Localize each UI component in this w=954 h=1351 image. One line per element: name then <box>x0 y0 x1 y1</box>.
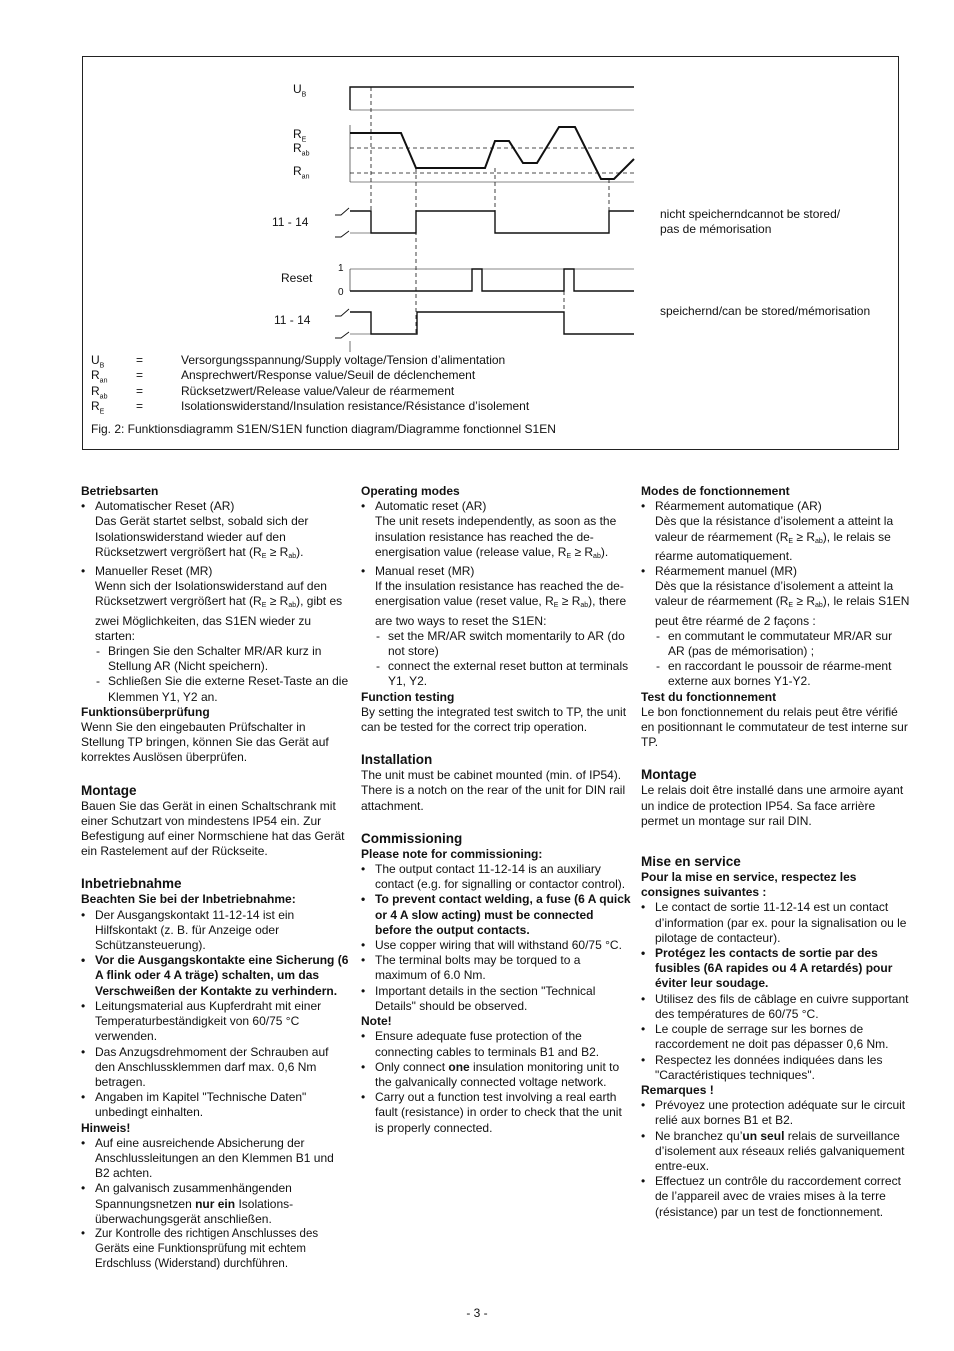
section-heading: Inbetriebnahme <box>81 876 182 892</box>
paragraph: Wenn Sie den eingebauten Prüfschalter in Stellung TP bringen, können Sie das Gerät auf korrektes Auslösen überprüfen. <box>81 720 329 765</box>
contact2-symbol-closed <box>335 332 349 338</box>
page-number: - 3 - <box>466 1306 488 1320</box>
list-item: • The terminal bolts may be torqued to a maximum of 6.0 Nm. <box>361 953 631 983</box>
list-item: • Carry out a function test involving a real earth fault (resistance) in order to check that the unit is properly connected. <box>361 1090 631 1136</box>
list-item: • Automatic reset (AR) The unit resets independently, as soon as the insulation resistance has reached the de-energisation value (release value, $R_E \ge R_{ab}$). <box>361 499 631 564</box>
paragraph: Please note for commissioning: <box>361 846 543 861</box>
section-heading: Montage <box>81 782 137 798</box>
ub-waveform <box>350 87 634 110</box>
list-item: • Manual reset (MR) If the insulation resistance has reached the de-energisation value (reset value, $R_E \ge R_{ab}$), there are two ways to reset the S1EN: <box>361 564 631 629</box>
reset-label: Reset <box>281 271 313 285</box>
list-item: • Vor die Ausgangskontakte eine Sicherung (6 A flink oder 4 A träge) schalten, um das Verschweißen der Kontakte zu verhindern. <box>81 953 351 999</box>
contact2-waveform <box>350 312 634 334</box>
section-heading: Mise en service <box>641 854 741 870</box>
function-test-heading: Function testing <box>361 689 455 704</box>
paragraph: Pour la mise en service, respectez les consignes suivantes : <box>641 870 857 900</box>
list-item: • Leitungsmaterial aus Kupferdraht mit einer Temperaturbeständigkeit von 60/75 °C verwenden. <box>81 999 351 1045</box>
list-item: • Manueller Reset (MR) Wenn sich der Isolationswiderstand auf den Rücksetzwert vergrößert hat $(R_E \ge R_{ab})$, gibt es zwei Möglichkeiten, das S1EN wieder zu starten: <box>81 564 351 644</box>
list-item: • Réarmement automatique (AR) Dès que la résistance d’isolement a atteint la valeur de réarmement $(R_E \ge R_{ab})$, le relais se réarme automatiquement. <box>641 499 911 564</box>
operating-modes-heading: Operating modes <box>361 484 460 498</box>
list-item: • Utilisez des fils de câblage en cuivre supportant des températures de 60/75 °C. <box>641 992 911 1022</box>
section-heading: Montage <box>641 767 697 783</box>
re-waveform <box>350 127 634 179</box>
list-item: • To prevent contact welding, a fuse (6 A quick or 4 A slow acting) must be connected before the output contacts. <box>361 892 631 938</box>
paragraph: Le relais doit être installé dans une armoire ayant un indice de protection IP54. Sa face arrière permet un montage sur rail DIN. <box>641 783 904 828</box>
reset-high-label: 1 <box>338 263 344 274</box>
english-column <box>361 484 631 1136</box>
paragraph: By setting the integrated test switch to TP, the unit can be tested for the correct trip operation. <box>361 704 627 735</box>
ub-label: $U_B$ <box>293 82 307 99</box>
list-item: - en commutant le commutateur MR/AR sur AR (pas de mémorisation) ; <box>655 629 911 659</box>
function-test-heading: Funktionsüberprüfung <box>81 704 210 719</box>
list-item: • Réarmement manuel (MR) Dès que la résistance d’isolement a atteint la valeur de réarmement $(R_E \ge R_{ab})$, le relais S1EN peut être réarmé de 2 façons : <box>641 564 911 629</box>
contact1-symbol-closed <box>335 231 349 237</box>
list-item: • The output contact 11-12-14 is an auxiliary contact (e.g. for signalling or contactor control). <box>361 862 631 892</box>
list-item: - en raccordant le poussoir de réarme-ment externe aux bornes Y1-Y2. <box>655 659 911 689</box>
note-heading: Note! <box>361 1014 392 1029</box>
german-column <box>81 484 351 1273</box>
list-item: • Angaben im Kapitel "Technische Daten" unbedingt einhalten. <box>81 1090 351 1120</box>
list-item: • Effectuez un contrôle du raccordement correct de l’appareil avec de vraies mises à la terre (résistance) par un test de fonctionnement. <box>641 1174 911 1220</box>
paragraph: Le bon fonctionnement du relais peut être vérifié en positionnant le commutateur de test interne sur TP. <box>641 704 908 750</box>
list-item: • Le contact de sortie 11-12-14 est un contact d’information (par ex. pour la signalisation ou le pilotage de contacteur). <box>641 900 911 946</box>
reset-low-label: 0 <box>338 287 344 298</box>
ran-label: $R_{an}$ <box>293 164 310 181</box>
list-item: • Respectez les données indiquées dans les "Caractéristiques techniques". <box>641 1053 911 1083</box>
reset-axis <box>350 269 634 291</box>
contact1-label: 11 - 14 <box>272 215 309 229</box>
list-item: • Ne branchez qu’un seul relais de surveillance d’isolement aux réseaux reliés galvaniquement entre-eux. <box>641 1129 911 1175</box>
list-item: - set the MR/AR switch momentarily to AR (do not store) <box>375 629 631 659</box>
function-test-heading: Test du fonctionnement <box>641 689 777 704</box>
list-item: • Auf eine ausreichende Absicherung der Anschlussleitungen an den Klemmen B1 und B2 achten. <box>81 1136 351 1182</box>
contact1-axis <box>350 211 495 233</box>
paragraph: The unit must be cabinet mounted (min. of IP54). There is a notch on the rear of the unit for DIN rail attachment. <box>361 768 626 813</box>
section-heading: Installation <box>361 752 433 768</box>
list-item: - connect the external reset button at terminals Y1, Y2. <box>375 659 631 689</box>
note-heading: Hinweis! <box>81 1120 131 1135</box>
note-heading: Remarques ! <box>641 1082 714 1097</box>
stored-note: speichernd/can be stored/mémorisation <box>660 304 871 318</box>
list-item: • Das Anzugsdrehmoment der Schrauben auf den Anschlussklemmen darf max. 0,6 Nm betragen. <box>81 1045 351 1091</box>
list-item: • Use copper wiring that will withstand 60/75 °C. <box>361 938 631 953</box>
paragraph: Beachten Sie bei der Inbetriebnahme: <box>81 892 296 907</box>
not-stored-note-line2: pas de mémorisation <box>660 222 772 236</box>
list-item: • Ensure adequate fuse protection of the connecting cables to terminals B1 and B2. <box>361 1029 631 1059</box>
contact2-label: 11 - 14 <box>274 313 311 327</box>
re-label: $R_E$ <box>293 127 307 144</box>
not-stored-note-line1: nicht speicherndcannot be stored/ <box>660 207 841 221</box>
section-heading: Commissioning <box>361 830 463 846</box>
list-item: • Le couple de serrage sur les bornes de raccordement ne doit pas dépasser 0,6 Nm. <box>641 1022 911 1052</box>
operating-modes-heading: Modes de fonctionnement <box>641 484 790 498</box>
contact1-symbol-open <box>335 208 349 215</box>
list-item: - Bringen Sie den Schalter MR/AR kurz in Stellung AR (Nicht speichern). <box>95 644 351 674</box>
contact2-symbol-open <box>335 309 349 316</box>
reset-waveform <box>350 269 634 291</box>
contact2-axis <box>350 312 564 352</box>
list-item: • Zur Kontrolle des richtigen Anschlusses des Geräts eine Funktionsprüfung mit echtem Erdschluss (Widerstand) durchführen. <box>81 1227 351 1273</box>
list-item: • Der Ausgangskontakt 11-12-14 ist ein Hilfskontakt (z. B. für Anzeige oder Schützansteuerung). <box>81 908 351 954</box>
paragraph: Bauen Sie das Gerät in einen Schaltschrank mit einer Schutzart von mindestens IP54 ein. Zur Befestigung auf einer Normschiene hat das Gerät ein Rastelement auf der Rückseite. <box>81 798 345 859</box>
list-item: • Only connect one insulation monitoring unit to the galvanically connected voltage network. <box>361 1060 631 1090</box>
list-item: • Automatischer Reset (AR) Das Gerät startet selbst, sobald sich der Isolationswiderstand wieder auf den Rücksetzwert vergrößert hat $(R_E \ge R_{ab})$. <box>81 499 351 564</box>
french-column <box>641 484 911 1220</box>
contact1-waveform <box>350 211 634 233</box>
list-item: • Important details in the section "Technical Details" should be observed. <box>361 984 631 1014</box>
list-item: - Schließen Sie die externe Reset-Taste an die Klemmen Y1, Y2 an. <box>95 674 351 704</box>
rab-label: $R_{ab}$ <box>293 141 310 158</box>
figure-caption: Fig. 2: Funktionsdiagramm S1EN/S1EN function diagram/Diagramme fonctionnel S1EN <box>91 422 556 436</box>
list-item: • An galvanisch zusammenhängenden Spannungsnetzen nur ein Isolations-überwachungsgerät anschließen. <box>81 1181 351 1227</box>
operating-modes-heading: Betriebsarten <box>81 484 159 498</box>
list-item: • Protégez les contacts de sortie par des fusibles (6A rapides ou 4 A retardés) pour éviter leur soudage. <box>641 946 911 992</box>
list-item: • Prévoyez une protection adéquate sur le circuit relié aux bornes B1 et B2. <box>641 1098 911 1128</box>
function-diagram-figure: $U_B$ $R_E$ $R_{ab}$ $R_{an}$ 11 - 14 Reset 1 0 11 - 14 nicht speicherndcannot be stored/ pas de mémorisation speichernd/can be stored/mémorisation $U_B$ = Versorgungsspannung/Supply voltage/Tension d’alimentation $R_{an}$ = Ansprechwert/Response value/Seuil de déclenchement $R_{ab}$ = Rücksetzwert/Release value/Valeur de réarmement $R_E$ = Isolationswiderstand/Insulation resistance/Résistance d’isolement Fig. 2: Funktionsdiagramm S1EN/S1EN function diagram/Diagramme fonctionnel S1EN <box>82 56 899 450</box>
